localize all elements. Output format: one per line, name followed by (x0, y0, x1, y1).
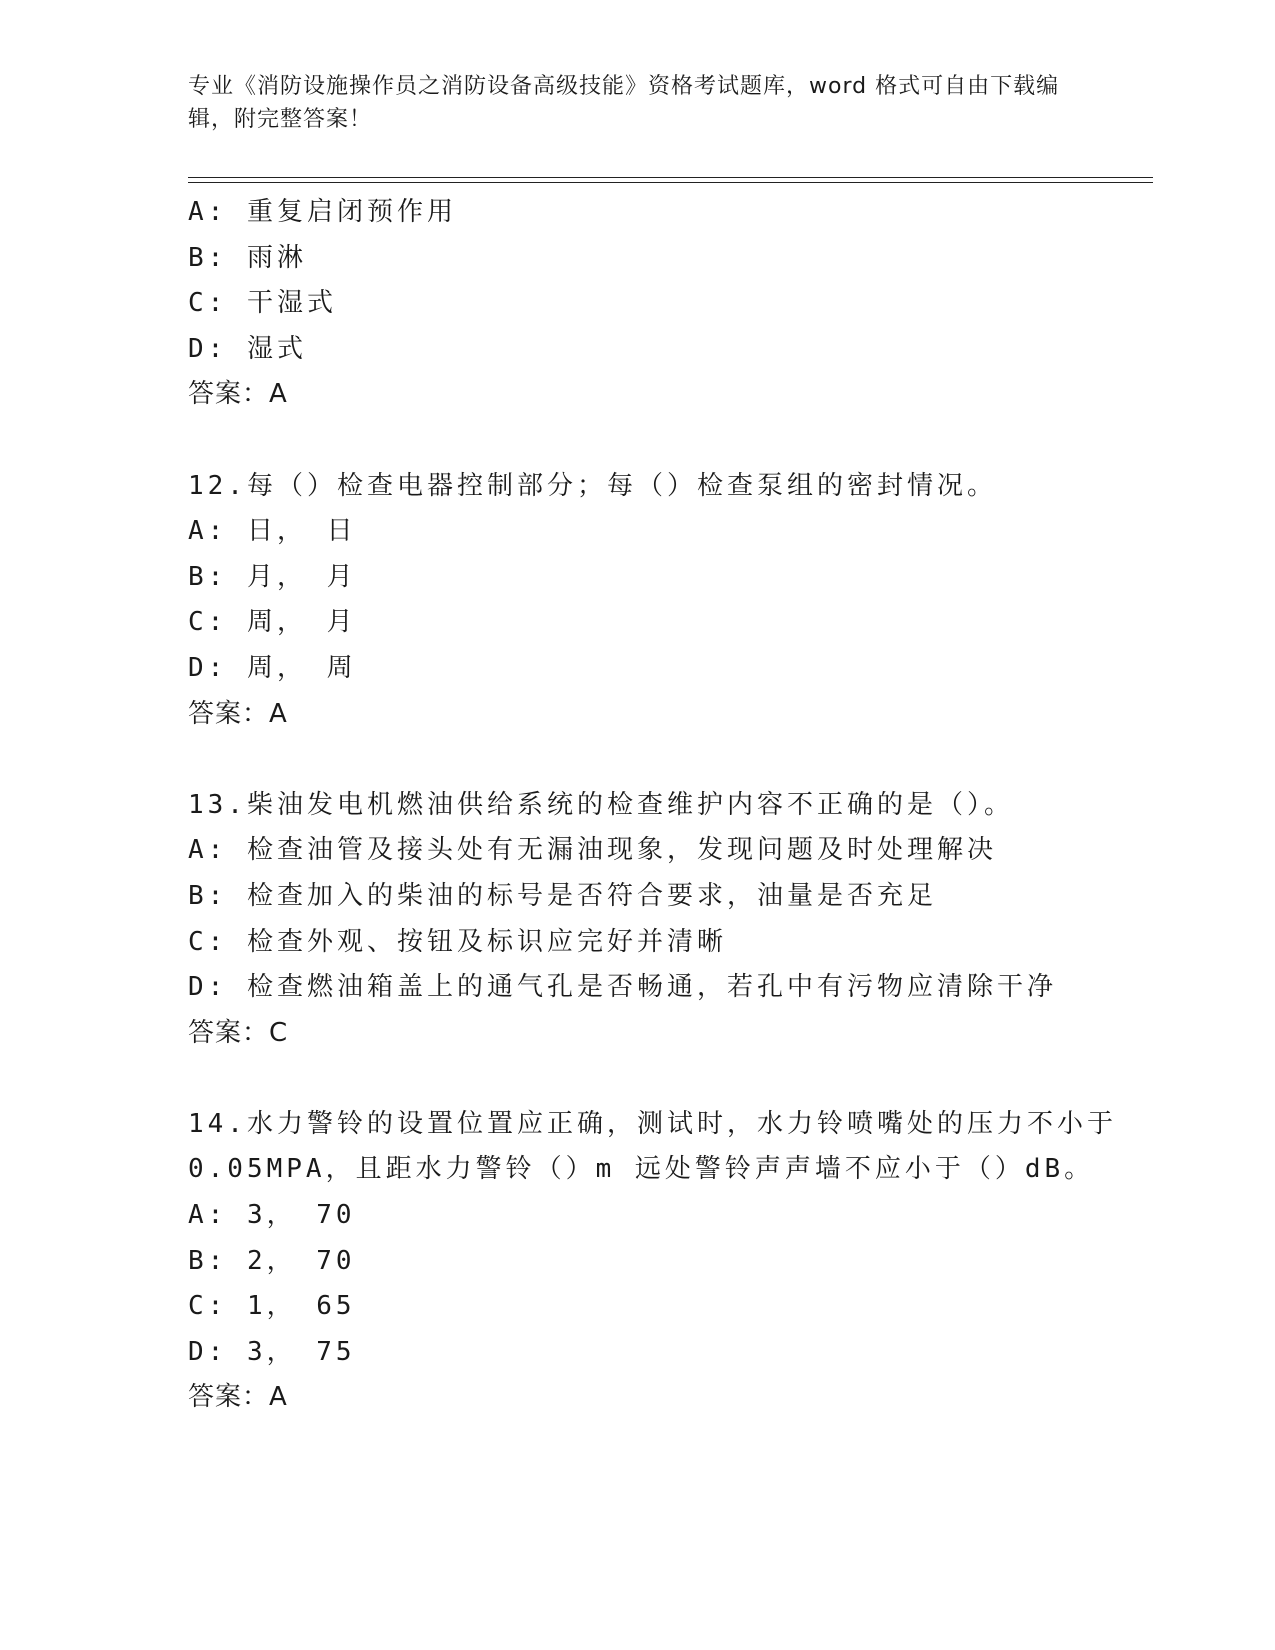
question-stem-continued: 0.05MPA，且距水力警铃（）m 远处警铃声声墙不应小于（）dB。 (188, 1154, 1095, 1185)
answer-line: 答案：A (188, 379, 288, 410)
option-c: C: 干湿式 (188, 288, 337, 319)
option-d: D: 湿式 (188, 333, 307, 364)
question-stem: 12.每（）检查电器控制部分；每（）检查泵组的密封情况。 (188, 470, 997, 501)
option-d: D: 3， 75 (188, 1336, 356, 1367)
answer-line: 答案：C (188, 1017, 289, 1048)
question-14 (188, 1102, 1148, 1421)
question-12 (188, 464, 1148, 738)
option-a: A: 日， 日 (188, 516, 357, 547)
option-d: D: 周， 周 (188, 652, 357, 683)
option-a: A: 检查油管及接头处有无漏油现象，发现问题及时处理解决 (188, 835, 997, 866)
header-divider-top (188, 177, 1153, 178)
previous-question-block (188, 190, 1148, 418)
option-b: B: 检查加入的柴油的标号是否符合要求，油量是否充足 (188, 880, 937, 911)
spacer (188, 1056, 1148, 1102)
spacer (188, 418, 1148, 464)
answer-line: 答案：A (188, 698, 288, 729)
spacer (188, 737, 1148, 783)
header-divider-bottom (188, 182, 1153, 183)
option-b: B: 2， 70 (188, 1245, 356, 1276)
document-header: 专业《消防设施操作员之消防设备高级技能》资格考试题库，word 格式可自由下载编辑，附完整答案！ (188, 74, 1060, 132)
answer-line: 答案：A (188, 1382, 288, 1413)
question-stem: 14.水力警铃的设置位置应正确，测试时，水力铃喷嘴处的压力不小于 (188, 1108, 1117, 1139)
question-13 (188, 783, 1148, 1057)
option-a: A: 3， 70 (188, 1200, 356, 1231)
question-stem: 13.柴油发电机燃油供给系统的检查维护内容不正确的是（）。 (188, 789, 1014, 820)
document-body (188, 190, 1148, 1421)
option-b: B: 雨淋 (188, 242, 307, 273)
option-c: C: 检查外观、按钮及标识应完好并清晰 (188, 926, 727, 957)
option-b: B: 月， 月 (188, 561, 357, 592)
option-d: D: 检查燃油箱盖上的通气孔是否畅通，若孔中有污物应清除干净 (188, 972, 1057, 1003)
option-c: C: 1， 65 (188, 1291, 356, 1322)
option-c: C: 周， 月 (188, 607, 357, 638)
option-a: A: 重复启闭预作用 (188, 197, 457, 227)
